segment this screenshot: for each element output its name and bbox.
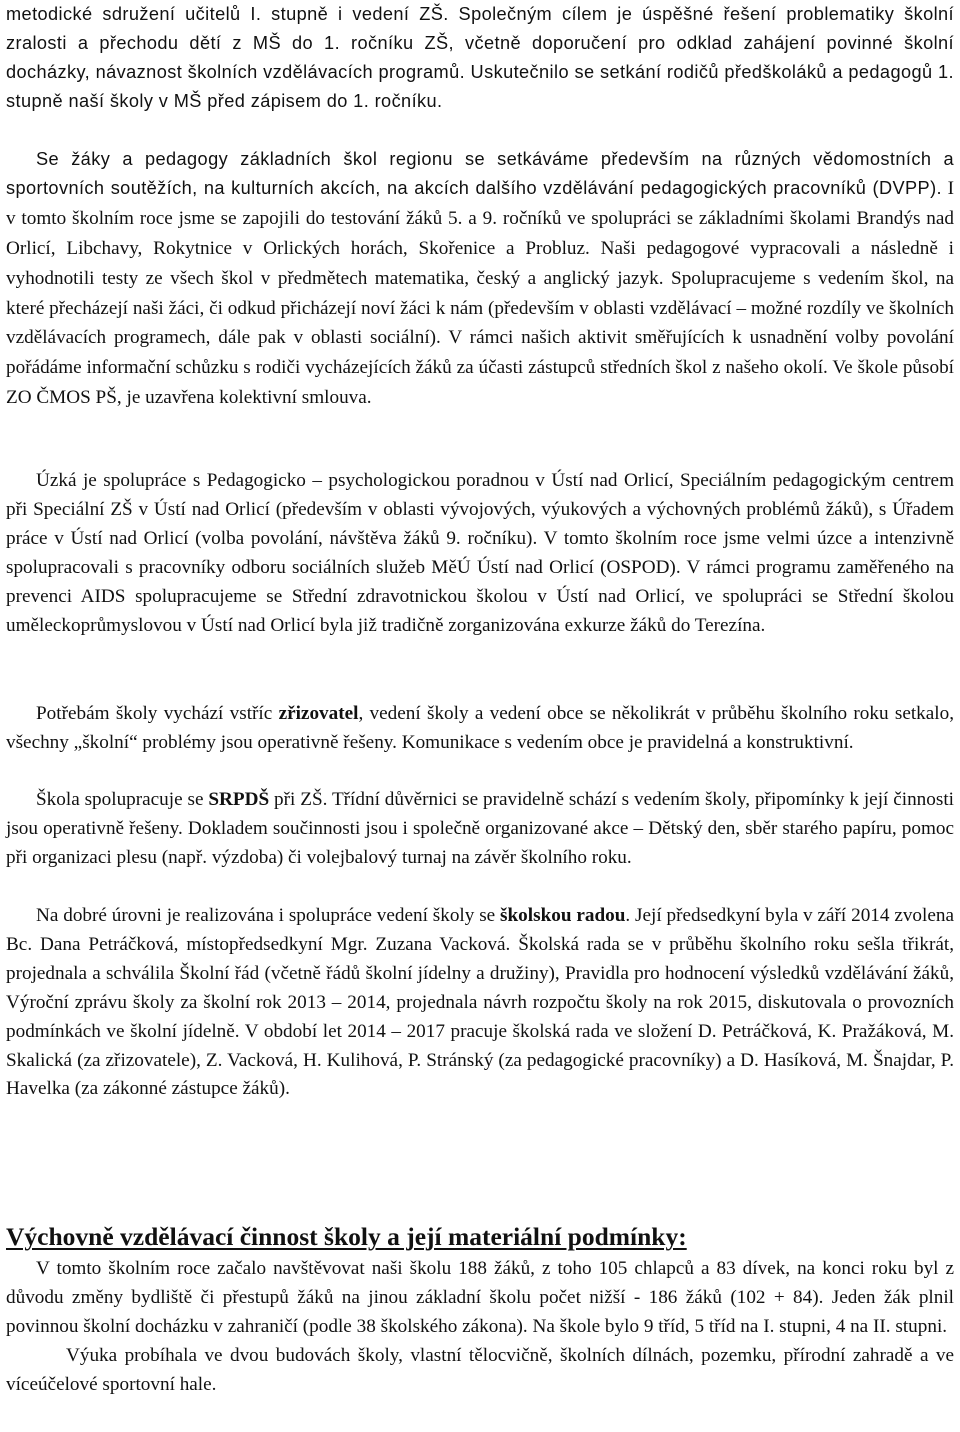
paragraph-school-council-bold: školskou radou bbox=[500, 905, 626, 926]
paragraph-parents-association-before: Škola spolupracuje se bbox=[36, 789, 209, 810]
paragraph-parents-association bbox=[6, 786, 954, 873]
paragraph-counseling-cooperation: Úzká je spolupráce s Pedagogicko – psychologickou poradnou v Ústí nad Orlicí, Speciálním pedagogickým centrem při Speciální ZŠ v Ústí nad Orlicí (především v oblasti vývojových, výukových a výchovných problémů žáků), s Úřadem práce v Ústí nad Orlicí (volba povolání, návštěva žáků 9. ročníku). V tomto školním roce jsme velmi úzce a intenzivně spolupracovali s pracovníky odboru sociálních služeb MěÚ Ústí nad Orlicí (OSPOD). V rámci programu zaměřeného na prevenci AIDS spolupracujeme se Střední zdravotnickou školou v Ústí nad Orlicí, ve spolupráci se Střední školou uměleckoprůmyslovou v Ústí nad Orlicí byla již tradičně zorganizována exkurze žáků do Terezína. bbox=[6, 470, 954, 636]
paragraph-regional-cooperation-part2: I v tomto školním roce jsme se zapojili do testování žáků 5. a 9. ročníků ve spolupráci se základními školami Brandýs nad Orlicí, Libchavy, Rokytnice v Orlických horách, Skořenice a Probluz. Naši pedagogové vypracovali a následně i vyhodnotili testy ze všech škol v předmětech matematika, český a anglický jazyk. Spolupracujeme s vedením škol, na které přecházejí naši žáci, či odkud přicházejí noví žáci k nám (především v oblasti vzdělávací – možné rozdíly ve školních vzdělávacích programech, dále pak v oblasti sociální). V rámci našich aktivit směřujících k usnadnění volby povolání pořádáme informační schůzku s rodiči vycházejících žáků za účasti zástupců středních škol z našeho okolí. Ve škole působí ZO ČMOS PŠ, je uzavřena kolektivní smlouva. bbox=[6, 177, 954, 409]
section-heading: Výchovně vzdělávací činnost školy a její materiální podmínky: bbox=[6, 1222, 687, 1251]
paragraph-school-council-after: . Její předsedkyní byla v září 2014 zvolena Bc. Dana Petráčková, místopředsedkyní Mgr. Zuzana Vacková. Školská rada se v průběhu školního roku sešla třikrát, projednala a schválila Školní řád (včetně řádů školní jídelny a družiny), Pravidla pro hodnocení výsledků vzdělávání žáků, Výroční zprávu školy za školní rok 2013 – 2014, projednala návrh rozpočtu školy na rok 2015, diskutovala o provozních podmínkách ve školní jídelně. V období let 2014 – 2017 pracuje školská rada ve složení D. Petráčková, K. Pražáková, M. Skalická (za zřizovatele), Z. Vacková, H. Kulihová, P. Stránský (za pedagogické pracovníky) a D. Hasíková, M. Šnajdar, P. Havelka (za zákonné zástupce žáků). bbox=[6, 905, 954, 1100]
paragraph-school-readiness: metodické sdružení učitelů I. stupně i vedení ZŠ. Společným cílem je úspěšné řešení problematiky školní zralosti a přechodu dětí z MŠ do 1. ročníku ZŠ, včetně doporučení pro odklad zahájení povinné školní docházky, návaznost školních vzdělávacích programů. Uskutečnilo se setkání rodičů předškoláků a pedagogů 1. stupně naší školy v MŠ před zápisem do 1. ročníku. bbox=[6, 4, 954, 111]
paragraph-parents-association-bold: SRPDŠ bbox=[208, 789, 270, 810]
paragraph-regional-cooperation-part1: Se žáky a pedagogy základních škol regionu se setkáváme především na různých vědomostních a sportovních soutěžích, na kulturních akcích, na akcích dalšího vzdělávání pedagogických pracovníků (DVPP). bbox=[6, 149, 954, 198]
paragraph-founder bbox=[6, 700, 954, 758]
paragraph-founder-before: Potřebám školy vychází vstříc bbox=[36, 703, 279, 724]
paragraph-founder-bold: zřizovatel bbox=[278, 703, 359, 724]
paragraph-teaching-locations: Výuka probíhala ve dvou budovách školy, vlastní tělocvičně, školních dílnách, pozemku, přírodní zahradě a ve víceúčelové sportovní hale. bbox=[6, 1344, 954, 1395]
paragraph-pupil-count: V tomto školním roce začalo navštěvovat naši školu 188 žáků, z toho 105 chlapců a 83 dívek, na konci roku byl z důvodu změny bydliště či přestupů žáků na jinou základní školu počet nižší - 186 žáků (102 + 84). Jeden žák plnil povinnou školní docházku v zahraničí (podle 38 školského zákona). Na škole bylo 9 tříd, 5 tříd na I. stupni, 4 na II. stupni. bbox=[6, 1258, 954, 1337]
paragraph-parents-association-after: při ZŠ. Třídní důvěrnici se pravidelně schází s vedením školy, připomínky k její činnosti jsou operativně řešeny. Dokladem součinnosti jsou i společně organizované akce – Dětský den, sběr starého papíru, pomoc při organizaci plesu (např. výzdoba) či volejbalový turnaj na závěr školního roku. bbox=[6, 789, 954, 868]
paragraph-founder-after: , vedení školy a vedení obce se několikrát v průběhu školního roku setkalo, všechny „školní“ problémy jsou operativně řešeny. Komunikace s vedením obce je pravidelná a konstruktivní. bbox=[6, 703, 954, 753]
paragraph-school-council bbox=[6, 902, 954, 1104]
paragraph-regional-cooperation bbox=[6, 145, 954, 413]
section-body bbox=[6, 1255, 954, 1400]
paragraph-school-council-before: Na dobré úrovni je realizována i spolupráce vedení školy se bbox=[36, 905, 501, 926]
